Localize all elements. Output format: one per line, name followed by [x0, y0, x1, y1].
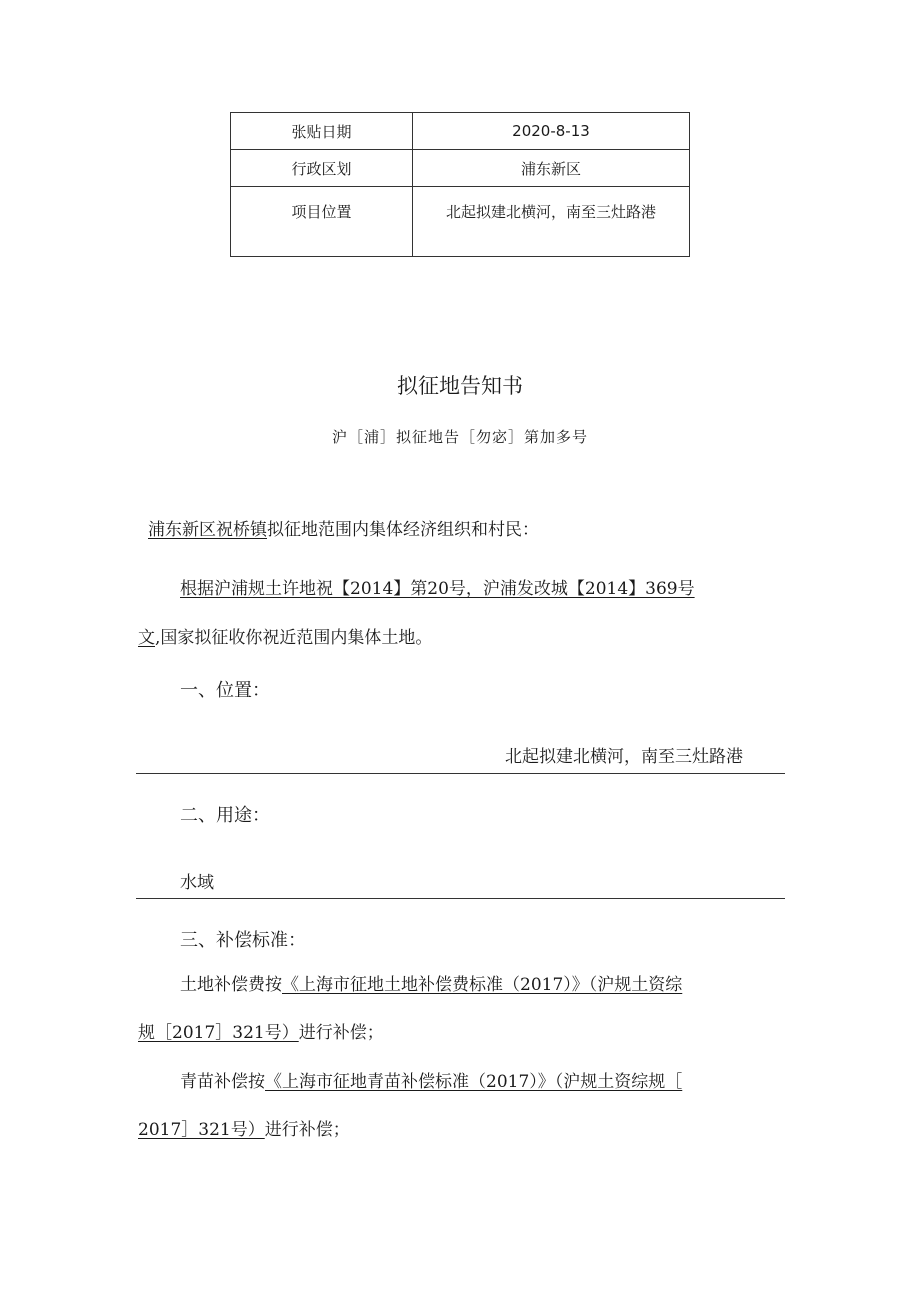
posting-date-label: 张贴日期: [231, 113, 413, 150]
seedling-rest: 进行补偿；: [264, 1120, 350, 1140]
addressee-line: [148, 518, 539, 542]
divider: [136, 898, 785, 899]
location-label: 项目位置: [231, 187, 413, 257]
section-heading-location: 一、位置：: [180, 680, 270, 701]
land-compensation-line-1: [180, 973, 682, 997]
seedling-compensation-line-2: [138, 1118, 350, 1142]
land-standard-ref: 规［2017］321号）: [138, 1023, 299, 1043]
seedling-standard-ref: 2017］321号）: [138, 1120, 265, 1140]
usage-content: 水域: [180, 873, 214, 893]
land-prefix: 土地补偿费按: [180, 975, 282, 995]
district-label: 行政区划: [231, 150, 413, 187]
land-rest: 进行补偿；: [298, 1023, 384, 1043]
posting-date-value: 2020-8-13: [413, 113, 690, 150]
seedling-compensation-line-1: [180, 1070, 682, 1094]
addressee-town: 浦东新区祝桥镇: [148, 520, 267, 540]
table-row: [231, 150, 690, 187]
section-heading-compensation: 三、补偿标准：: [180, 930, 306, 951]
land-standard: 《上海市征地土地补偿费标准（2017）》（沪规土资综: [282, 975, 683, 995]
addressee-rest: 拟征地范围内集体经济组织和村民：: [267, 520, 539, 540]
section-heading-usage: 二、用途：: [180, 805, 270, 826]
table-row: [231, 113, 690, 150]
location-value: 北起拟建北横河，南至三灶路港: [413, 187, 690, 257]
basis-line-1: [180, 577, 695, 601]
basis-reference: 根据沪浦规土许地祝【2014】第20号，沪浦发改城【2014】369号: [180, 579, 695, 599]
info-table: [230, 112, 690, 257]
district-value: 浦东新区: [413, 150, 690, 187]
location-content: 北起拟建北横河，南至三灶路港: [505, 747, 743, 767]
basis-rest: ,国家拟征收你祝近范围内集体土地。: [155, 628, 433, 648]
basis-reference-end: 文: [138, 628, 155, 648]
document-number: 沪［浦］拟征地告［勿宓］第加多号: [331, 428, 588, 446]
table-row: [231, 187, 690, 257]
divider: [136, 773, 785, 774]
land-compensation-line-2: [138, 1021, 384, 1045]
page-title: 拟征地告知书: [397, 374, 523, 398]
seedling-standard: 《上海市征地青苗补偿标准（2017）》（沪规土资综规［: [265, 1072, 683, 1092]
basis-line-2: [138, 626, 432, 650]
seedling-prefix: 青苗补偿按: [180, 1072, 265, 1092]
